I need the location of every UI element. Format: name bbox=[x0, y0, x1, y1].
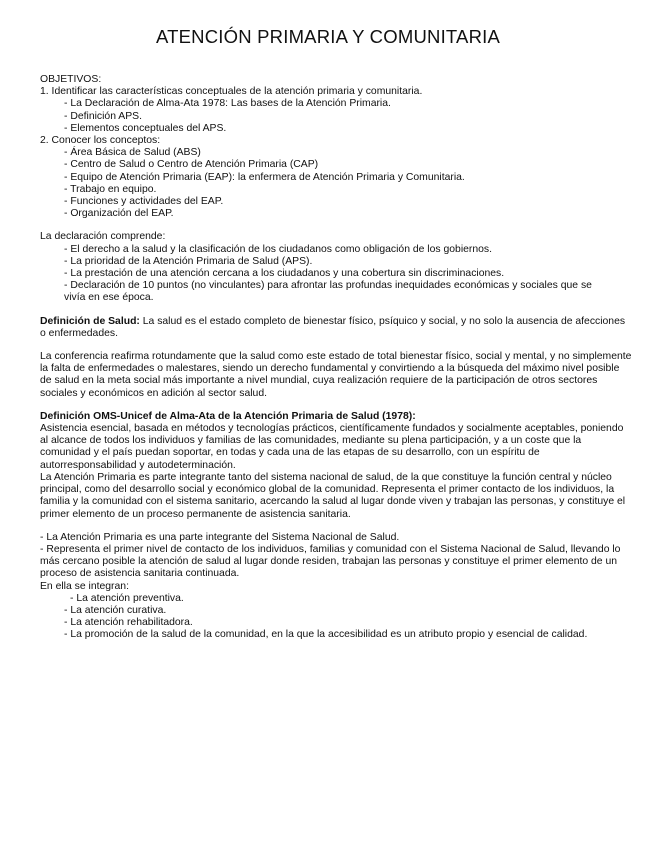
definicion-oms-text-1: Asistencia esencial, basada en métodos y tecnologías prácticos, científicamente fundados y socialmente aceptables, poniendo al alcance de todos los individuos y familias de las comunidades, mediante su plena participación, y a un coste que la comunidad y el país puedan soportar, en todas y cada una de las etapas de su desarrollo, con un espíritu de autorresponsabilidad y autodeterminación. bbox=[40, 423, 624, 471]
declaracion-item: - La prioridad de la Atención Primaria de Salud (APS). bbox=[64, 255, 313, 267]
final-paragraph-1: - La Atención Primaria es una parte integrante del Sistema Nacional de Salud. bbox=[40, 531, 400, 543]
objetivo-1-sub: - Definición APS. bbox=[64, 110, 142, 122]
definicion-oms-text-2: La Atención Primaria es parte integrante tanto del sistema nacional de salud, de la que constituye la función central y núcleo principal, como del desarrollo social y económico global de la comunidad. Representa el primer contacto de los individuos, la familia y la comunidad con el sistema sanitario, acercando la salud al lugar donde viven y trabajan las personas, y constituye el primer elemento de un proceso permanente de asistencia sanitaria. bbox=[40, 471, 626, 520]
objetivo-2-sub: - Equipo de Atención Primaria (EAP): la enfermera de Atención Primaria y Comunitaria. bbox=[64, 171, 465, 183]
final-paragraph-2: - Representa el primer nivel de contacto de los individuos, familias y comunidad con el Sistema Nacional de Salud, llevando lo más cercano posible la atención de salud al lugar donde residen, trabajan las personas y constituye el primer elemento de un proceso de asistencia sanitaria continuada. bbox=[40, 543, 621, 580]
final-item: - La atención preventiva. bbox=[70, 592, 184, 604]
objetivo-1-sub: - La Declaración de Alma-Ata 1978: Las bases de la Atención Primaria. bbox=[64, 98, 391, 110]
objetivo-2-sub: - Centro de Salud o Centro de Atención Primaria (CAP) bbox=[64, 159, 319, 171]
definicion-oms-label: Definición OMS-Unicef de Alma-Ata de la Atención Primaria de Salud (1978): bbox=[40, 410, 416, 422]
final-item: - La atención rehabilitadora. bbox=[64, 617, 193, 629]
document-body bbox=[40, 74, 632, 642]
definicion-salud bbox=[40, 316, 632, 340]
objetivo-2-sub: - Funciones y actividades del EAP. bbox=[64, 196, 224, 208]
final-item: - La atención curativa. bbox=[64, 604, 167, 616]
definicion-salud-text: La salud es el estado completo de bienestar físico, psíquico y social, y no solo la ausencia de afecciones o enfermedades. bbox=[40, 315, 626, 339]
objetivo-2-sub: - Organización del EAP. bbox=[64, 208, 174, 220]
objetivo-1: 1. Identificar las características conceptuales de la atención primaria y comunitaria. bbox=[40, 86, 423, 98]
objetivo-2: 2. Conocer los conceptos: bbox=[40, 135, 161, 147]
final-item: - La promoción de la salud de la comunidad, en la que la accesibilidad es un atributo propio y esencial de calidad. bbox=[64, 629, 588, 641]
objetivo-2-sub: - Área Básica de Salud (ABS) bbox=[64, 147, 201, 159]
objetivos-heading: OBJETIVOS: bbox=[40, 74, 102, 85]
declaracion-item: - La prestación de una atención cercana a los ciudadanos y una cobertura sin discriminaciones. bbox=[64, 268, 505, 280]
definicion-oms bbox=[40, 411, 632, 423]
conferencia-paragraph: La conferencia reafirma rotundamente que la salud como este estado de total bienestar físico, social y mental, y no simplemente la falta de enfermedades o malestares, siendo un derecho fundamental y convirtiendo a la búsqueda del máximo nivel posible de salud en la meta social más importante a nivel mundial, cuya realización requiere de la participación de otros sectores sociales y económicos en adición al sector salud. bbox=[40, 351, 632, 399]
objetivo-2-sub: - Trabajo en equipo. bbox=[64, 183, 157, 195]
declaracion-item: - El derecho a la salud y la clasificación de los ciudadanos como obligación de los gobiernos. bbox=[64, 243, 492, 255]
declaracion-intro: La declaración comprende: bbox=[40, 231, 166, 243]
document-title: ATENCIÓN PRIMARIA Y COMUNITARIA bbox=[155, 26, 501, 47]
definicion-salud-label: Definición de Salud: bbox=[40, 315, 140, 327]
declaracion-item: - Declaración de 10 puntos (no vinculantes) para afrontar las profundas inequidades económicas y sociales que se vivía en ese época. bbox=[64, 280, 592, 304]
objetivo-1-sub: - Elementos conceptuales del APS. bbox=[64, 122, 227, 134]
final-intro: En ella se integran: bbox=[40, 580, 129, 592]
